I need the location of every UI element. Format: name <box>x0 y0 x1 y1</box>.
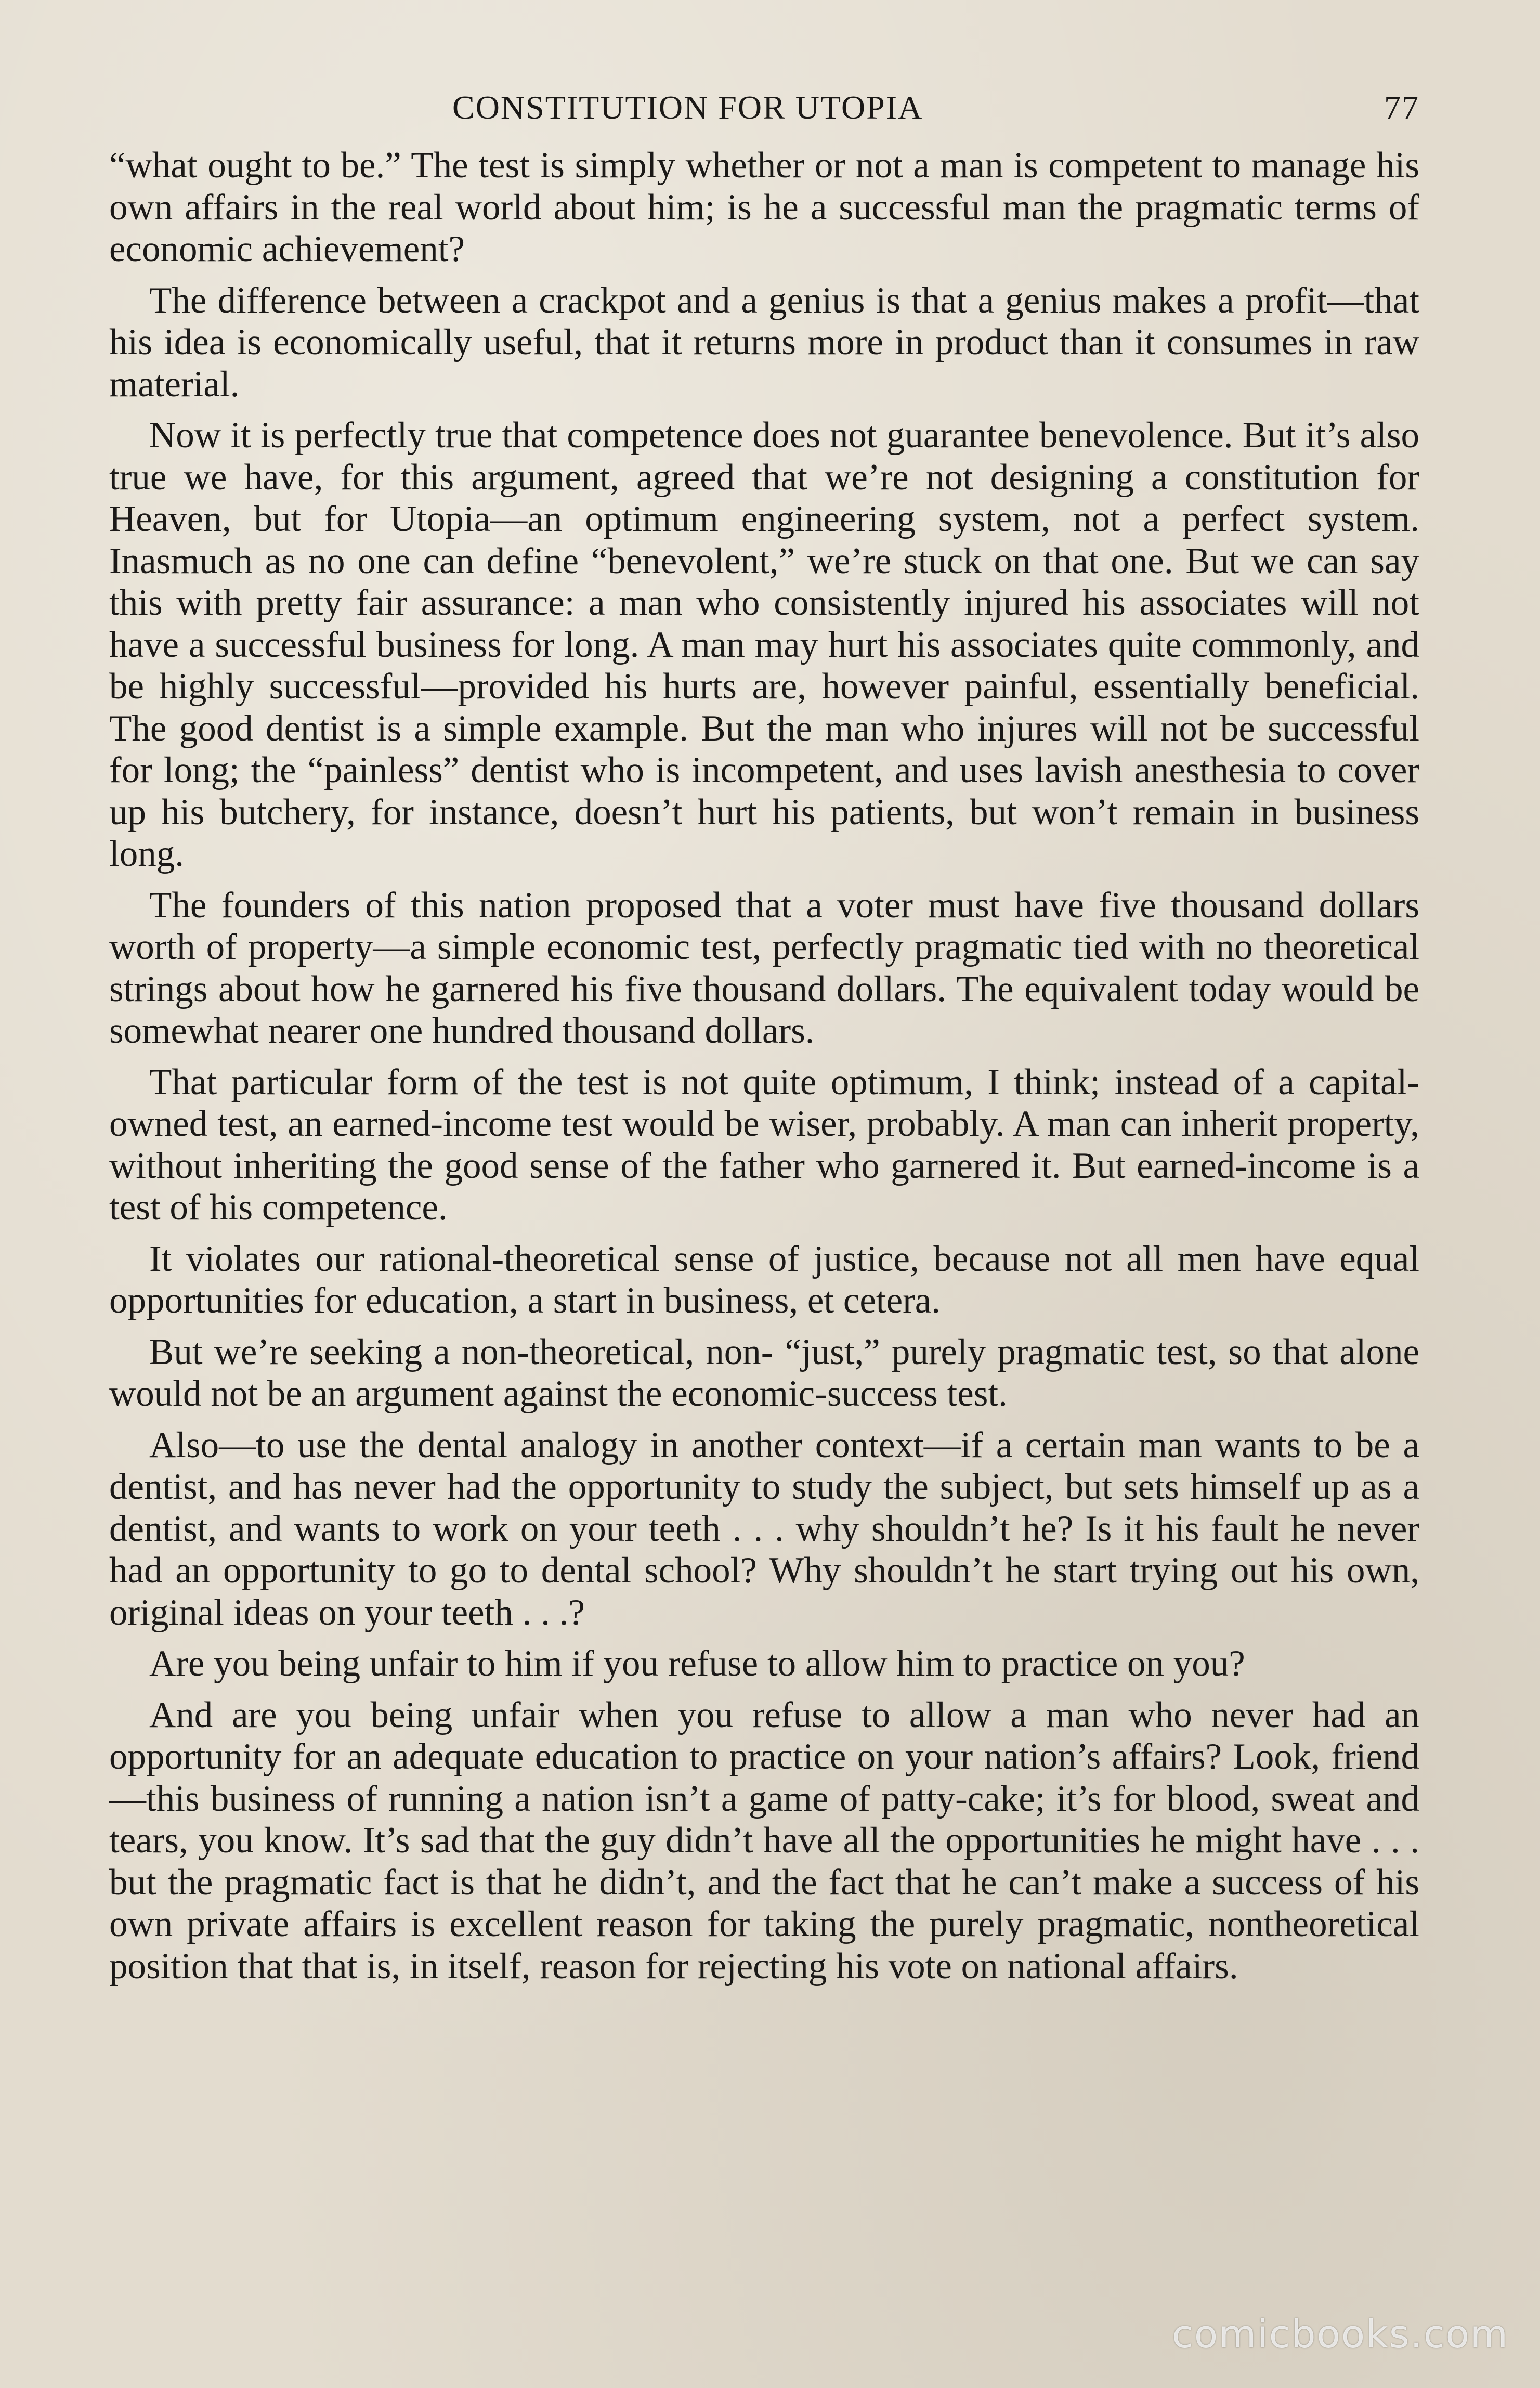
paragraph-3: Now it is perfectly true that competence does not guarantee benevolence. But it’s also true we have, for this argument, agreed that we’re not designing a constitution for Heaven, but for Utopia—an optimum engineering system, not a perfect system. Inasmuch as no one can define “benevolent,” we’re stuck on that one. But we can say this with pretty fair assurance: a man who consistently injured his associates will not have a successful business for long. A man may hurt his associates quite commonly, and be highly successful—provided his hurts are, however painful, essentially beneficial. The good dentist is a simple example. But the man who injures will not be successful for long; the “painless” dentist who is incompetent, and uses lavish anesthesia to cover up his butchery, for instance, doesn’t hurt his patients, but won’t remain in business long. <box>109 415 1419 874</box>
watermark: comicbooks.com <box>1172 2312 1509 2357</box>
book-page <box>109 88 1419 2262</box>
paragraph-6: It violates our rational-theoretical sense of justice, because not all men have equal opportunities for education, a start in business, et cetera. <box>109 1238 1419 1321</box>
paragraph-8: Also—to use the dental analogy in another context—if a certain man wants to be a dentist, and has never had the opportunity to study the subject, but sets himself up as a dentist, and wants to work on your teeth . . . why shouldn’t he? Is it his fault he never had an opportunity to go to dental school? Why shouldn’t he start trying out his own, original ideas on your teeth . . .? <box>109 1424 1419 1633</box>
paragraph-4: The founders of this nation proposed that a voter must have five thousand dollars worth of property—a simple economic test, perfectly pragmatic tied with no theoretical strings about how he garnered his five thousand dollars. The equivalent today would be somewhat nearer one hundred thousand dollars. <box>109 885 1419 1051</box>
running-title: CONSTITUTION FOR UTOPIA <box>452 89 923 126</box>
body-text <box>109 145 1419 1987</box>
paragraph-9: Are you being unfair to him if you refuse to allow him to practice on you? <box>149 1643 1245 1684</box>
paragraph-1: “what ought to be.” The test is simply whether or not a man is competent to manage his own affairs in the real world about him; is he a successful man the pragmatic terms of economic achievement? <box>109 145 1419 269</box>
running-head <box>109 88 1419 135</box>
page-number: 77 <box>1384 89 1419 126</box>
paragraph-10: And are you being unfair when you refuse to allow a man who never had an opportunity for an adequate education to practice on your nation’s affairs? Look, friend—this business of running a nation isn’t a game of patty-cake; it’s for blood, sweat and tears, you know. It’s sad that the guy didn’t have all the opportunities he might have . . . but the pragmatic fact is that he didn’t, and the fact that he can’t make a success of his own private affairs is excellent reason for taking the purely pragmatic, nontheoretical position that that is, in itself, reason for rejecting his vote on national affairs. <box>109 1694 1419 1987</box>
paragraph-7: But we’re seeking a non-theoretical, non- “just,” purely pragmatic test, so that alone would not be an argument against the economic-success test. <box>109 1331 1419 1414</box>
paragraph-2: The difference between a crackpot and a genius is that a genius makes a profit—that his idea is economically useful, that it returns more in product than it consumes in raw material. <box>109 280 1419 405</box>
paragraph-5: That particular form of the test is not quite optimum, I think; instead of a capital-owned test, an earned-income test would be wiser, probably. A man can inherit property, without inheriting the good sense of the father who garnered it. But earned-income is a test of his competence. <box>109 1061 1419 1228</box>
